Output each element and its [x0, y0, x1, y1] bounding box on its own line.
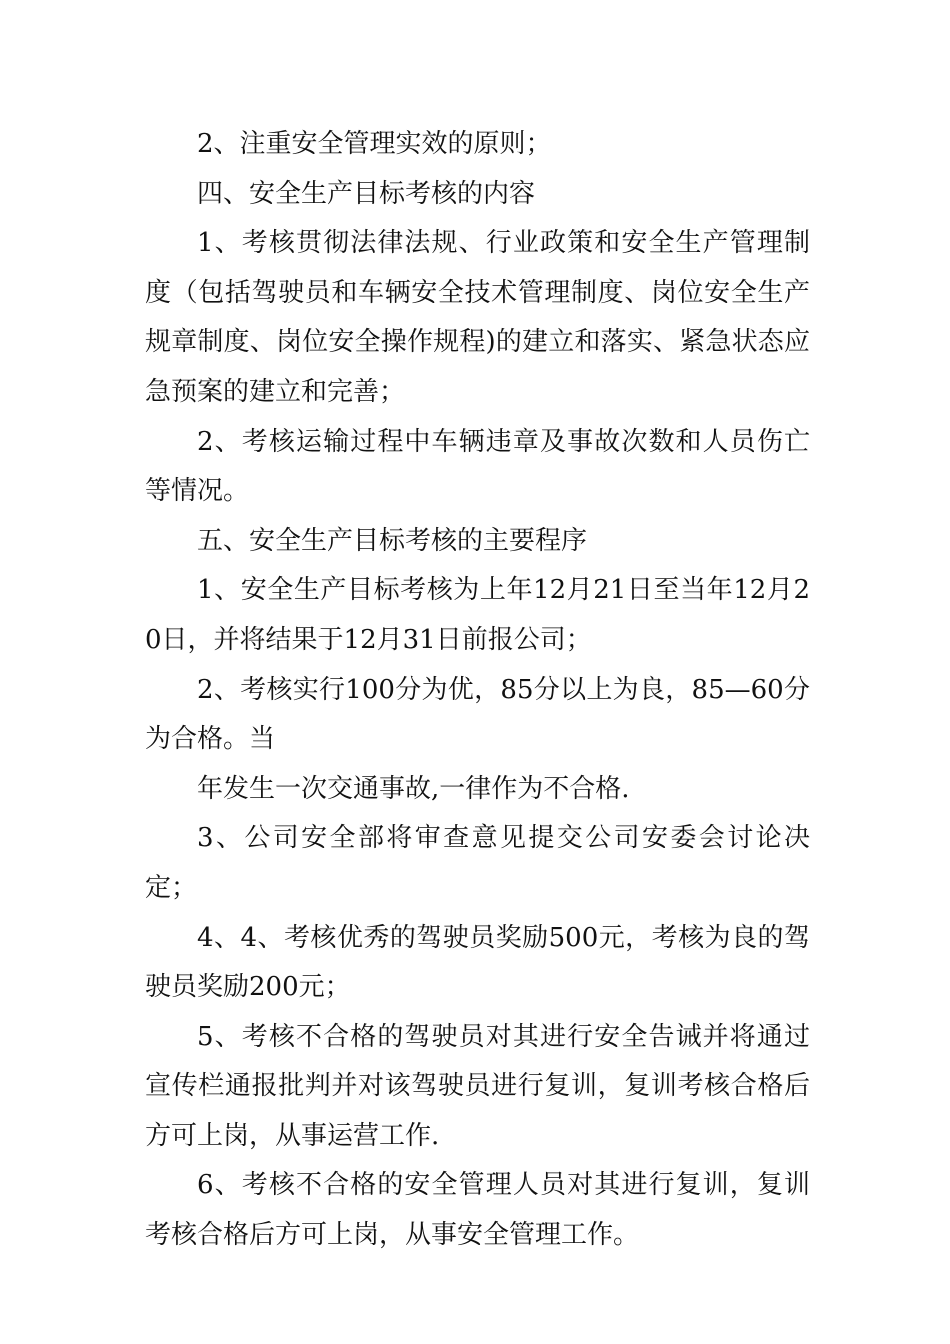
- paragraph-procedure-6: 6、考核不合格的安全管理人员对其进行复训，复训考核合格后方可上岗，从事安全管理工作。: [145, 1170, 810, 1251]
- paragraph-principle-2: 2、注重安全管理实效的原则；: [197, 129, 552, 159]
- paragraph-content-2: 2、考核运输过程中车辆违章及事故次数和人员伤亡等情况。: [145, 426, 810, 507]
- paragraph-procedure-5: 5、考核不合格的驾驶员对其进行安全告诫并将通过宣传栏通报批判并对该驾驶员进行复训，复训考核合格后方可上岗，从事运营工作.: [145, 1021, 810, 1151]
- heading-section-5: 五、安全生产目标考核的主要程序: [197, 525, 588, 556]
- paragraph-procedure-3: 3、公司安全部将审查意见提交公司安委会讨论决定；: [145, 823, 810, 903]
- paragraph-procedure-2: 2、考核实行100分为优，85分以上为良，85—60分为合格。当: [145, 674, 810, 755]
- paragraph-content-1: 1、考核贯彻法律法规、行业政策和安全生产管理制度（包括驾驶员和车辆安全技术管理制度、岗位安全生产规章制度、岗位安全操作规程)的建立和落实、紧急状态应急预案的建立和完善；: [145, 228, 810, 407]
- document-body: [145, 120, 810, 1261]
- paragraph-procedure-2-continued: 年发生一次交通事故,一律作为不合格.: [197, 773, 630, 804]
- paragraph-procedure-4: 4、4、考核优秀的驾驶员奖励500元，考核为良的驾驶员奖励200元；: [145, 922, 810, 1003]
- heading-section-4: 四、安全生产目标考核的内容: [197, 178, 536, 209]
- paragraph-procedure-1: 1、安全生产目标考核为上年12月21日至当年12月20日，并将结果于12月31日前报公司；: [145, 575, 810, 655]
